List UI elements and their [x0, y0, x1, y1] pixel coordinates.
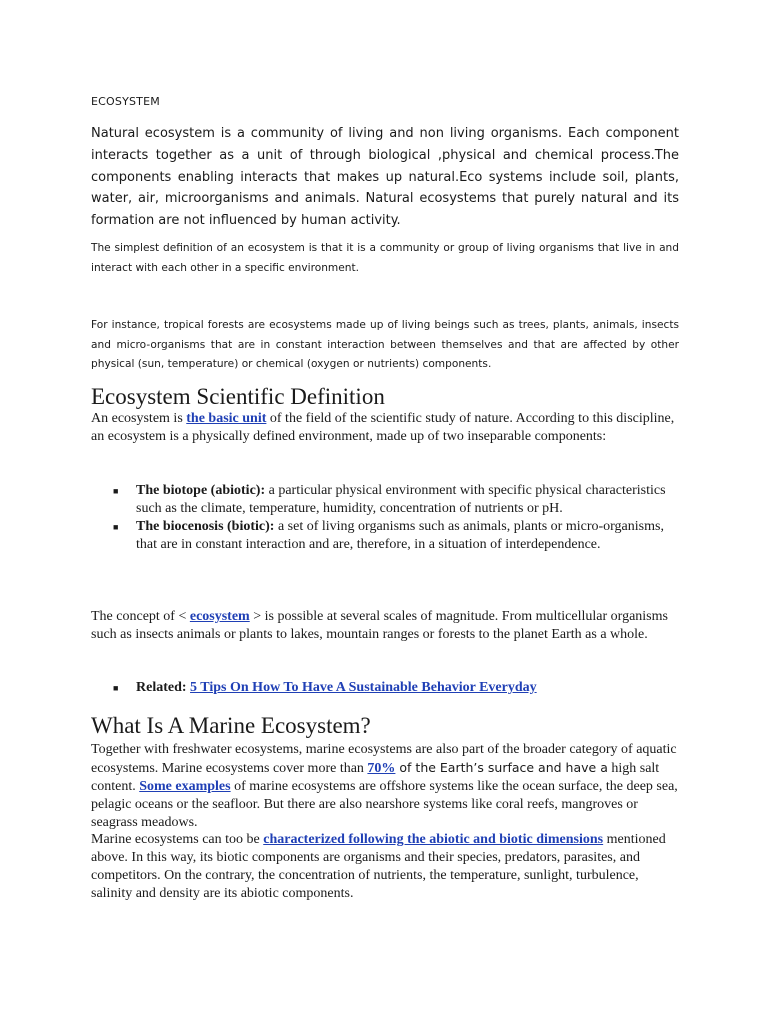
text-span: of marine ecosystems are offshore systems like the ocean surface, the deep sea, pelagic oceans or the seafloor. But there are also nearshore systems like coral reefs, mangroves or seagrass meadows.	[91, 779, 678, 830]
list-item-related	[111, 679, 671, 697]
section-heading-marine-ecosystem: What Is A Marine Ecosystem?	[91, 713, 371, 738]
bullet-icon: ■	[113, 522, 119, 532]
text-span: of the field of the scientific study of nature. According to this discipline, an ecosystem is a physically defined environment, made up of two inseparable components:	[91, 411, 675, 444]
text-span: The concept of <	[91, 609, 190, 624]
text-span: of the Earth’s surface and have a	[395, 760, 608, 775]
simplest-definition-paragraph: The simplest definition of an ecosystem is that it is a community or group of living organisms that live in and interact with each other in a specific environment.	[91, 242, 679, 274]
text-span: mentioned above. In this way, its biotic components are organisms and their species, predators, parasites, and competitors. On the contrary, the concentration of nutrients, the temperature, sunlight, turbulence, salinity and density are its abiotic components.	[91, 832, 666, 901]
scientific-definition-paragraph	[91, 410, 679, 446]
text-span: Marine ecosystems can too be	[91, 832, 264, 847]
list-item-biocenosis	[111, 518, 671, 554]
list-item-term: The biotope (abiotic):	[136, 483, 266, 498]
list-item-term: The biocenosis (biotic):	[136, 519, 275, 534]
scales-paragraph	[91, 608, 679, 644]
list-item-text: a set of living organisms such as animals, plants or micro-organisms, that are in constant interaction and are, therefore, in a situation of interdependence.	[136, 519, 664, 552]
list-item-text: a particular physical environment with specific physical characteristics such as the climate, temperature, humidity, concentration of nutrients or pH.	[136, 483, 666, 516]
seventy-percent-link[interactable]: 70%	[367, 761, 396, 776]
intro-paragraph: Natural ecosystem is a community of living and non living organisms. Each component interacts together as a unit of through biological ,physical and chemical process.The components enabling interacts that makes up natural.Eco systems include soil, plants, water, air, microorganisms and animals. Natural ecosystems that purely natural and its formation are not influenced by human activity.	[91, 126, 679, 229]
text-span: An ecosystem is	[91, 411, 187, 426]
bullet-icon: ■	[113, 683, 119, 693]
list-item-biotope	[111, 482, 671, 518]
instance-paragraph: For instance, tropical forests are ecosystems made up of living beings such as trees, plants, animals, insects and micro-organisms that are in constant interaction between themselves and that are affected by other physical (sun, temperature) or chemical (oxygen or nutrients) components.	[91, 319, 679, 370]
related-article-link[interactable]: 5 Tips On How To Have A Sustainable Behavior Everyday	[190, 680, 537, 695]
related-label: Related:	[136, 680, 187, 695]
marine-ecosystem-paragraph	[91, 741, 679, 832]
section-heading-scientific-definition: Ecosystem Scientific Definition	[91, 384, 385, 409]
marine-dimensions-paragraph	[91, 831, 679, 903]
dimensions-link[interactable]: characterized following the abiotic and biotic dimensions	[263, 832, 604, 847]
related-list	[111, 679, 671, 697]
document-label: ECOSYSTEM	[91, 95, 160, 108]
text-span: Together with freshwater ecosystems, marine ecosystems are also part of the broader category of aquatic ecosystems. Marine ecosystems cover more than	[91, 742, 677, 776]
ecosystem-link[interactable]: ecosystem	[189, 609, 250, 624]
text-span: high salt content.	[91, 761, 660, 794]
bullet-icon: ■	[113, 486, 119, 496]
text-span: > is possible at several scales of magnitude. From multicellular organisms such as insects animals or plants to lakes, mountain ranges or forests to the planet Earth as a whole.	[91, 609, 668, 642]
some-examples-link[interactable]: Some examples	[139, 779, 231, 794]
basic-unit-link[interactable]: the basic unit	[186, 411, 267, 426]
components-list	[111, 482, 671, 554]
